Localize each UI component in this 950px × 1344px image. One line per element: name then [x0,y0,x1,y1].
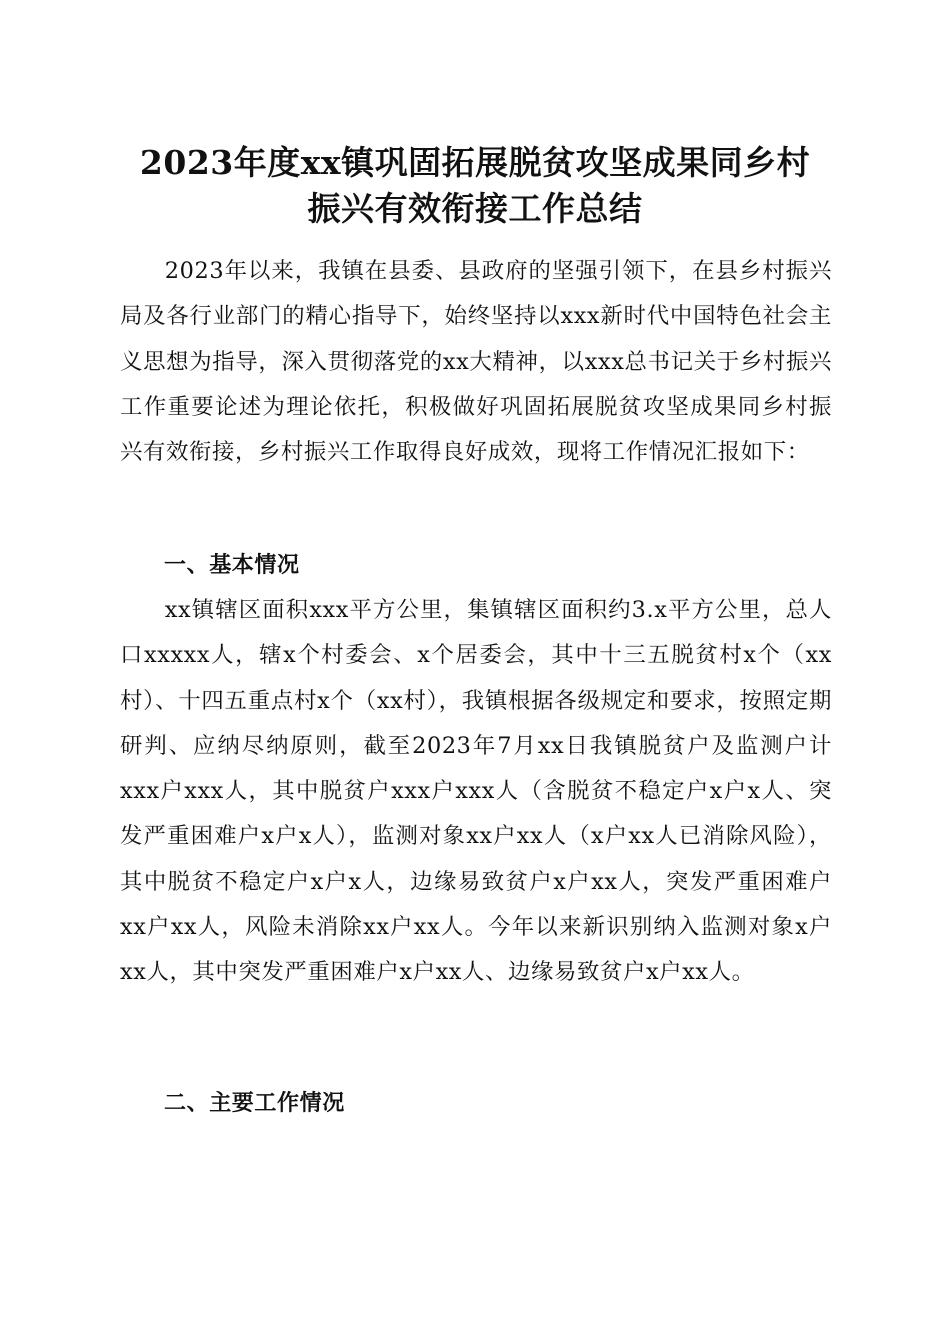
section-1-body [120,588,832,996]
document-title-line-2: 振兴有效衔接工作总结 [307,189,643,228]
basic-situation-paragraph: xx镇辖区面积xxx平方公里，集镇辖区面积约3.x平方公里，总人口xxxxx人，辖x个村委会、x个居委会，其中十三五脱贫村x个（xx村）、十四五重点村x个（xx村），我镇根据各级规定和要求，按照定期研判、应纳尽纳原则，截至2023年7月xx日我镇脱贫户及监测户计xxx户xxx人，其中脱贫户xxx户xxx人（含脱贫不稳定户x户x人、突发严重困难户x户x人），监测对象xx户xx人（x户xx人已消除风险），其中脱贫不稳定户x户x人，边缘易致贫户x户xx人，突发严重困难户xx户xx人，风险未消除xx户xx人。今年以来新识别纳入监测对象x户xx人，其中突发严重困难户x户xx人、边缘易致贫户x户xx人。 [120,597,832,986]
intro-paragraph: 2023年以来，我镇在县委、县政府的坚强引领下，在县乡村振兴局及各行业部门的精心指导下，始终坚持以xxx新时代中国特色社会主义思想为指导，深入贯彻落党的xx大精神，以xxx总书记关于乡村振兴工作重要论述为理论依托，积极做好巩固拓展脱贫攻坚成果同乡村振兴有效衔接，乡村振兴工作取得良好成效，现将工作情况汇报如下： [120,258,832,466]
section-2-heading-block [120,1081,832,1126]
section-1-heading-block [120,543,832,588]
section-1-heading: 一、基本情况 [164,553,300,578]
intro-section [120,249,832,475]
section-2-heading: 二、主要工作情况 [164,1091,345,1116]
document-title-line-1: 2023年度xx镇巩固拓展脱贫攻坚成果同乡村 [139,143,811,182]
